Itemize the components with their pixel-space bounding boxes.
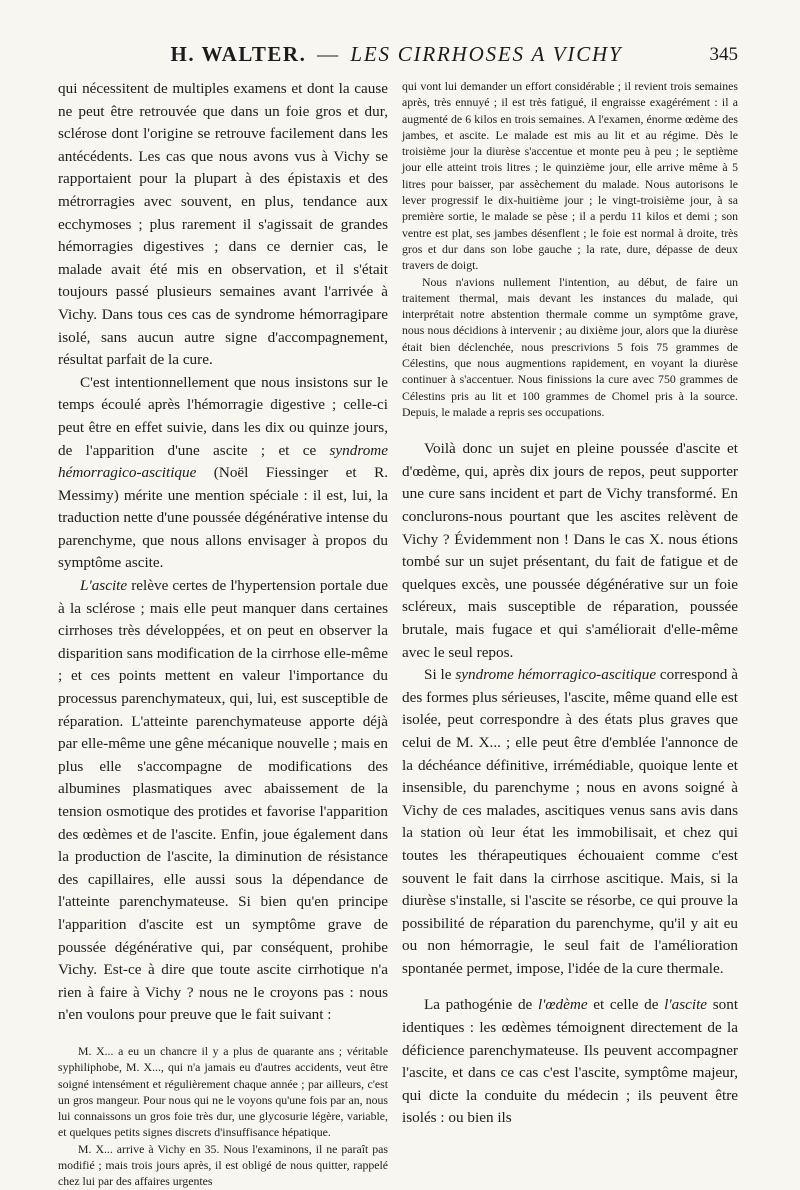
case-note-continuation: qui vont lui demander un effort considérable ; il revient trois semaines après, très ennuyé ; il est très fatigué, il engraisse exagérément : il a augmenté de 6 kilos en trois semaines. A l'examen, énorme œdème des jambes, et ascite. Le malade est mis au lit et au régime. Dès le troisième jour la diurèse s'accentue et monte peu à peu ; le septième jour elle atteint trois litres ; le quinzième jour, elle arrive même à 5 litres pour baisser, par assèchement du malade. Nous autorisons le lever progressif le dix-huitième jour ; le vingt-troisième jour, à sa première sortie, le malade se pèse ; il a perdu 11 kilos et demi ; son ventre est plat, ses jambes désenflent ; le foie est normal à droite, très gros et dur dans son lobe gauche ; la rate, dure, dépasse de deux travers de doigt. <box>402 79 738 273</box>
emphasis-term: l'ascite <box>664 996 708 1014</box>
paragraph-text: relève certes de l'hypertension portale due à la sclérose ; mais elle peut manquer dans certaines cirrhoses très développées, et on peut en observer la disparition sans modification de la cirrhose elle-même ; et ces points mettent en valeur l'importance du processus parenchymateux, qui, lui, est susceptible de réparation. L'atteinte parenchymateuse apporte déjà par elle-même une gêne mécanique nouvelle ; mais en plus elle s'accompagne de modifications des albumines plasmatiques avec abaissement de la tension osmotique des protides et favorise l'apparition des œdèmes et de l'ascite. Enfin, joue également dans la production de l'ascite, la diminution de résistance des capillaires, elle aussi sous la dépendance de l'atteinte parenchymateuse. Si bien qu'en principe l'apparition d'ascite est un symptôme grave de poussée dégénérative qui, par conséquent, prohibe Vichy. Est-ce à dire que toute ascite cirrhotique n'a rien à faire à Vichy ? nous ne le croyons pas : nous n'en voulons pour preuve que le fait suivant : <box>58 577 389 1024</box>
page-header <box>55 42 738 72</box>
right-column <box>402 78 738 1130</box>
case-note-paragraph: M. X... arrive à Vichy en 35. Nous l'examinons, il ne paraît pas modifié ; mais trois jours après, il est obligé de nous quitter, rappelé chez lui par des affaires urgentes <box>58 1141 388 1189</box>
paragraph-voila: Voilà donc un sujet en pleine poussée d'ascite et d'œdème, qui, après dix jours de repos, peut supporter une cure sans incident et part de Vichy transformé. En conclurons-nous pourtant que les ascites relèvent de Vichy ? Évidemment non ! Dans le cas X. nous étions tombé sur un sujet présentant, du fait de fatigue et de quelques excès, une poussée dégénérative sur un foie scléreux, mais susceptible de réparation, poussée brutale, mais fugace et qui s'améliorait d'elle-même avec le seul repos. <box>402 440 738 661</box>
left-column <box>58 78 388 1190</box>
paragraph-text: (Noël Fiessinger et R. Messimy) mérite une mention spéciale : il est, lui, la traduction nette d'une poussée dégénérative intense du parenchyme, que nous allons envisager à propos du symptôme ascite. <box>58 464 388 572</box>
emphasis-term: syndrome hémorragico-ascitique <box>58 441 389 482</box>
case-note-paragraph: Nous n'avions nullement l'intention, au début, de faire un traitement thermal, mais devant les instances du malade, qui interprétait notre abstention thermale comme un symptôme grave, nous nous décidions à intervenir ; au dixième jour, alors que la diurèse était bien déclenchée, nous prescrivions 5 fois 75 grammes de Célestins, que nous augmentions rapidement, en voyant la diurèse continuer à s'accentuer. Nous finissions la cure avec 750 grammes de Célestins pris au lit et 100 grammes de Chomel pris à la source. Depuis, le malade a repris ses occupations. <box>402 274 738 419</box>
emphasis-term: l'œdème <box>537 996 588 1014</box>
paragraph-text: C'est intentionnellement que nous insistons sur le temps écoulé après l'hémorragie digestive ; celle-ci peut être en effet suivie, dans les dix ou quinze jours, de l'apparition d'une ascite ; et ce <box>58 373 388 459</box>
running-title-author: H. WALTER. <box>170 42 307 66</box>
paragraph-syndrome <box>402 664 738 980</box>
running-title-text: LES CIRRHOSES A VICHY <box>350 42 623 66</box>
paragraph-text: sont identiques : les œdèmes témoignent directement de la déficience parenchymateuse. Ils peuvent accompagner l'ascite, et dans ce cas c'est l'ascite, symptôme majeur, qui dicte la conduite du médecin ; ils peuvent être isolés : ou bien ils <box>402 996 739 1127</box>
paragraph-text: et celle de <box>593 996 659 1014</box>
case-note-paragraph: M. X... a eu un chancre il y a plus de quarante ans ; véritable syphiliphobe, M. X..., qui n'a jamais eu d'autres accidents, veut être soigné intensément et régulièrement chaque année ; par ailleurs, c'est un gros mangeur. Pour nous qui ne le voyons qu'une fois par an, nous lui connaissons un gros foie très dur, une glycosurie légère, variable, et quelques petits signes discrets d'insuffisance hépatique. <box>58 1043 388 1140</box>
case-note-block <box>58 1043 388 1190</box>
running-title-separator: — <box>317 42 340 66</box>
emphasis-term: L'ascite <box>80 577 128 595</box>
paragraph-text: Si le <box>424 666 452 684</box>
paragraph-text: La pathogénie de <box>424 996 533 1014</box>
emphasis-term: syndrome hémorragico-ascitique <box>455 666 657 684</box>
paragraph-ascite <box>58 575 388 1027</box>
paragraph-text: correspond à des formes plus sérieuses, l'ascite, même quand elle est isolée, peut correspondre à des états plus graves que celui de M. X... ; elle peut être d'emblée l'annonce de la déchéance définitive, irrémédiable, quoique lente et insensible, du parenchyme ; nous en avons soigné à Vichy de ces malades, ascitiques venus sans avis dans la station où leur état les immobilisait, et chez qui toutes les thérapeutiques échouaient comme c'est souvent le fait dans la cirrhose ascitique. Mais, si la diurèse s'installe, si l'ascite se résorbe, ce qui prouve la possibilité de réparation du parenchyme, qu'il y ait eu ou non hémorragie, le seul fait de l'amélioration spontanée permet, impose, l'idée de la cure thermale. <box>402 666 738 977</box>
paragraph-continuation: qui nécessitent de multiples examens et dont la cause ne peut être retrouvée que dans un foie gros et dur, sclérose dont l'origine se retrouve facilement dans les antécédents. Les cas que nous avons vus à Vichy se rapportaient pour la plupart à des épistaxis et des métrorragies avec souvent, en plus, tendance aux ecchymoses ; plus rarement il s'agissait de grandes hémorragies digestives ; dans ce dernier cas, le malade avait été mis en observation, et il s'était toujours passé plusieurs semaines avant l'arrivée à Vichy. Dans tous ces cas de syndrome hémorragipare isolé, sans aucun autre signe d'accompagnement, résultat parfait de la cure. <box>58 80 388 369</box>
running-title <box>55 42 738 67</box>
page-number: 345 <box>709 44 738 65</box>
paragraph-pathogenie <box>402 994 738 1130</box>
paragraph-intentionnellement <box>58 372 388 575</box>
